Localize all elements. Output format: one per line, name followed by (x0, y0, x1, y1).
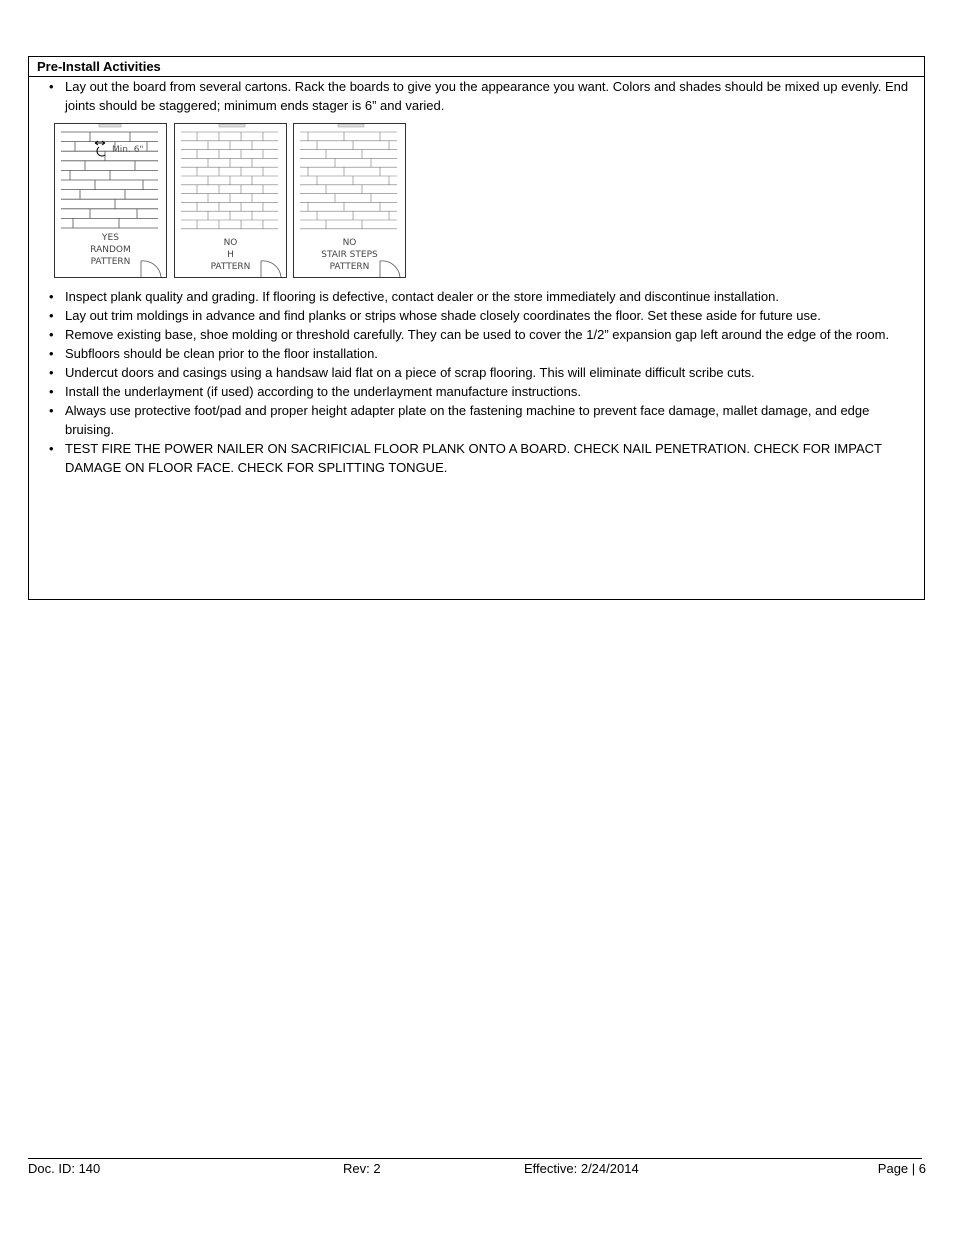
bullet-icon: • (49, 441, 54, 456)
list-item (29, 401, 924, 439)
panel-label-line: STAIR STEPS (321, 250, 378, 260)
footer-rev: Rev: 2 (343, 1161, 381, 1176)
list-item (29, 325, 924, 344)
list-item-text: Remove existing base, shoe molding or threshold carefully. They can be used to cover the 1/2” expansion gap left around the edge of the room. (65, 327, 890, 342)
panel-label-line: NO (223, 238, 238, 248)
panel-label-line: YES (102, 233, 119, 243)
footer-page: Page | 6 (877, 1161, 926, 1176)
bullet-icon: • (49, 79, 54, 94)
section-title: Pre-Install Activities (29, 57, 924, 77)
bullet-icon: • (49, 289, 54, 304)
stagger-pattern-figure (54, 123, 414, 279)
footer-doc-id: Doc. ID: 140 (28, 1161, 101, 1176)
list-item-text: Undercut doors and casings using a handsaw laid flat on a piece of scrap flooring. This will eliminate difficult scribe cuts. (65, 365, 755, 380)
post-figure-list (29, 287, 924, 477)
footer-divider (28, 1158, 922, 1159)
list-item (29, 344, 924, 363)
list-item (29, 287, 924, 306)
bullet-icon: • (49, 403, 54, 418)
bullet-icon: • (49, 308, 54, 323)
list-item-text: Install the underlayment (if used) according to the underlayment manufacture instructions. (65, 384, 581, 399)
panel-h-pattern (174, 123, 287, 278)
list-item-text: Always use protective foot/pad and proper height adapter plate on the fastening machine to prevent face damage, mallet damage, and edge bruising. (65, 403, 870, 437)
list-item (29, 77, 924, 115)
panel-label-line: H (227, 250, 234, 260)
pre-figure-list (29, 77, 924, 115)
bullet-icon: • (49, 327, 54, 342)
list-item-text: Lay out trim moldings in advance and find planks or strips whose shade closely coordinates the floor. Set these aside for future use. (65, 308, 821, 323)
list-item-text: TEST FIRE THE POWER NAILER ON SACRIFICIAL FLOOR PLANK ONTO A BOARD. CHECK NAIL PENETRATION. CHECK FOR IMPACT DAMAGE ON FLOOR FACE. CHECK FOR SPLITTING TONGUE. (65, 441, 882, 475)
bullet-icon: • (49, 384, 54, 399)
footer-effective: Effective: 2/24/2014 (524, 1161, 639, 1176)
bullet-icon: • (49, 346, 54, 361)
list-item (29, 306, 924, 325)
list-item-text: Subfloors should be clean prior to the floor installation. (65, 346, 378, 361)
panel-label-line: PATTERN (210, 262, 251, 272)
panel-random-pattern (54, 123, 167, 278)
panel-label-line: RANDOM (90, 245, 131, 255)
panel-label-line: PATTERN (90, 257, 131, 267)
list-item-text: Lay out the board from several cartons. Rack the boards to give you the appearance you want. Colors and shades should be mixed up evenly. End joints should be staggered; minimum ends stager is 6” and varied. (65, 79, 909, 113)
panel-label-line: NO (342, 238, 357, 248)
pre-install-activities-box (28, 56, 925, 600)
panel-stair-steps-pattern (293, 123, 406, 278)
panel-label-line: PATTERN (329, 262, 370, 272)
list-item (29, 363, 924, 382)
panel-annotation: Min. 6" (112, 145, 144, 155)
list-item-text: Inspect plank quality and grading. If flooring is defective, contact dealer or the store immediately and discontinue installation. (65, 289, 779, 304)
list-item (29, 439, 924, 477)
bullet-icon: • (49, 365, 54, 380)
list-item (29, 382, 924, 401)
